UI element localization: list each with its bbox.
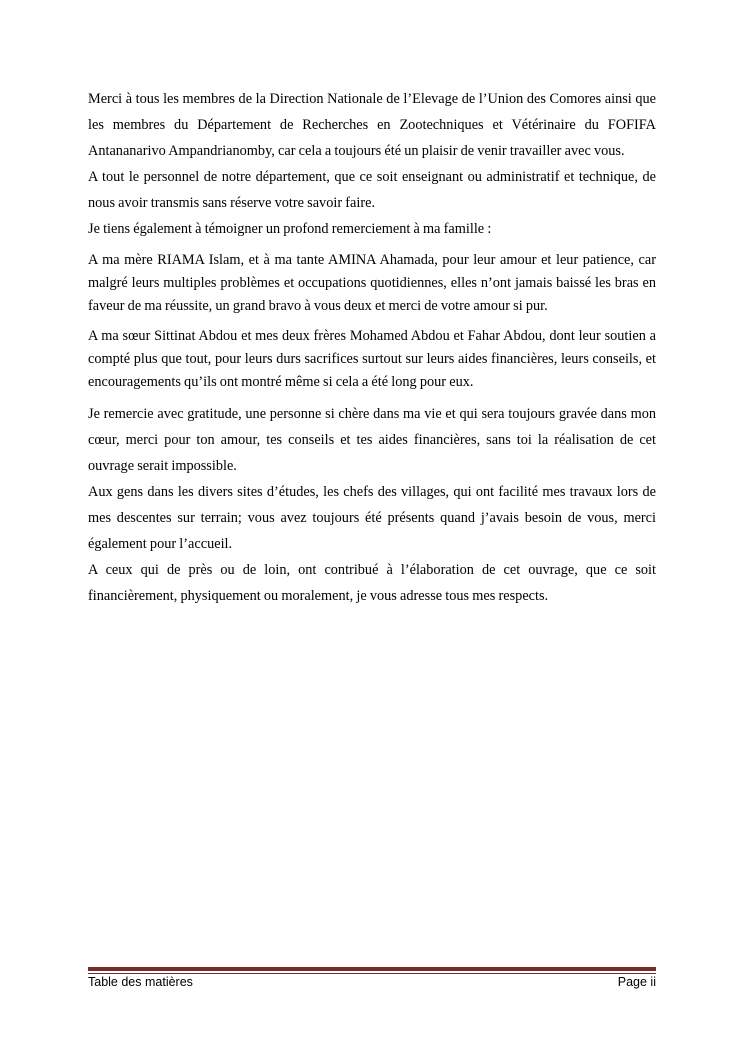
paragraph-mere-tante: A ma mère RIAMA Islam, et à ma tante AMINA Ahamada, pour leur amour et leur patience, car malgré leurs multiples problèmes et occupations quotidiennes, elles n’ont jamais baissé les bras en faveur de ma réussite, un grand bravo à vous deux et merci de votre amour si pur. bbox=[88, 252, 656, 314]
footer-page-number: Page ii bbox=[617, 975, 656, 989]
paragraph-sites-etudes: Aux gens dans les divers sites d’études, les chefs des villages, qui ont facilité mes travaux lors de mes descentes sur terrain; vous avez toujours été présents quand j’avais besoin de vous, merci également pour l’accueil. bbox=[88, 484, 656, 552]
footer-section-title: Table des matières bbox=[88, 975, 193, 989]
paragraph-personne-chere: Je remercie avec gratitude, une personne si chère dans ma vie et qui sera toujours gravée dans mon cœur, merci pour ton amour, tes conseils et tes aides financières, sans toi la réalisation de cet ouvrage serait impossible. bbox=[88, 406, 656, 474]
page-footer bbox=[88, 975, 656, 989]
paragraph-personnel: A tout le personnel de notre département, que ce soit enseignant ou administratif et technique, de nous avoir transmis sans réserve votre savoir faire. bbox=[88, 169, 656, 211]
paragraph-contributeurs: A ceux qui de près ou de loin, ont contribué à l’élaboration de cet ouvrage, que ce soit financièrement, physiquement ou moralement, je vous adresse tous mes respects. bbox=[88, 562, 656, 604]
footer-divider bbox=[88, 967, 656, 974]
paragraph-soeur-freres: A ma sœur Sittinat Abdou et mes deux frères Mohamed Abdou et Fahar Abdou, dont leur soutien a compté plus que tout, pour leurs durs sacrifices surtout sur leurs aides financières, leurs conseils, et encouragements qu’ils ont montré même si cela a été long pour eux. bbox=[88, 328, 656, 390]
page-body bbox=[88, 86, 656, 609]
paragraph-famille-intro: Je tiens également à témoigner un profond remerciement à ma famille : bbox=[88, 221, 492, 237]
paragraph-direction-elevage: Merci à tous les membres de la Direction Nationale de l’Elevage de l’Union des Comores ainsi que les membres du Département de Recherches en Zootechniques et Vétérinaire du FOFIFA Antananarivo Ampandrianomby, car cela a toujours été un plaisir de venir travailler avec vous. bbox=[88, 91, 656, 159]
